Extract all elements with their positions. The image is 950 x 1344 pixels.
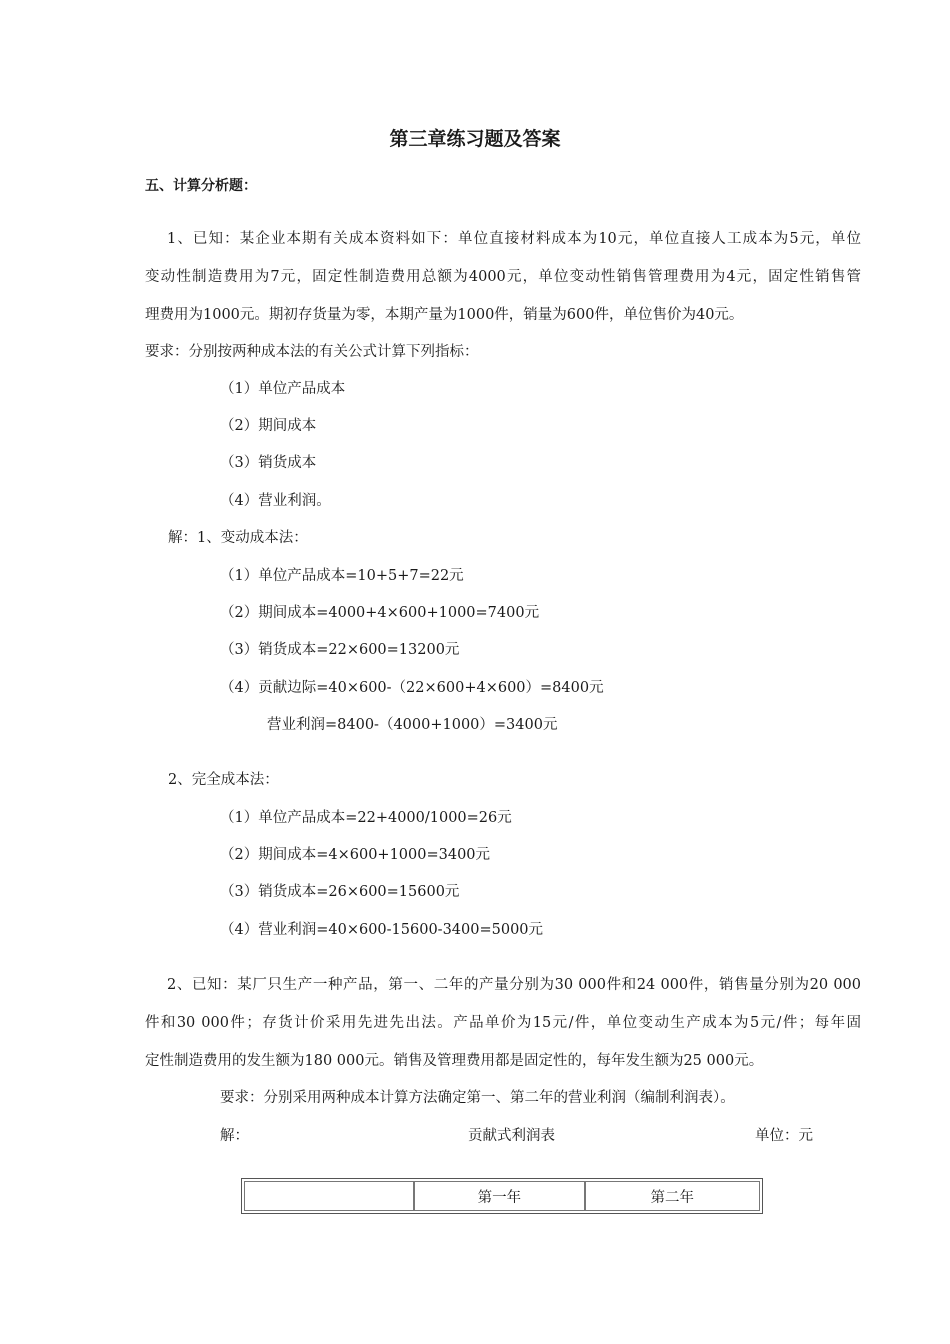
q2-solution-label: 解： [220,1128,249,1144]
table-header-row [244,1181,760,1211]
section-heading: 五、计算分析题： [145,178,257,194]
q1-line-1: 1、已知：某企业本期有关成本资料如下：单位直接材料成本为10元，单位直接人工成本为5元，单位 [167,231,861,247]
q1-item-4: （4）营业利润。 [220,493,331,509]
table-title: 贡献式利润表 [468,1128,555,1144]
page-title: 第三章练习题及答案 [389,128,561,150]
solution1-item-1: （1）单位产品成本=10+5+7=22元 [220,568,464,584]
q1-item-1: （1）单位产品成本 [220,381,346,397]
solution1-heading: 解：1、变动成本法： [168,530,308,546]
solution2-item-3: （3）销货成本=26×600=15600元 [220,884,460,900]
solution1-item-2: （2）期间成本=4000+4×600+1000=7400元 [220,605,540,621]
solution2-item-2: （2）期间成本=4×600+1000=3400元 [220,847,491,863]
q2-line-2: 件和30 000件；存货计价采用先进先出法。产品单价为15元/件，单位变动生产成本为5元/件；每年固 [145,1015,861,1031]
income-statement-table [241,1178,763,1214]
solution2-item-1: （1）单位产品成本=22+4000/1000=26元 [220,810,512,826]
q1-item-3: （3）销货成本 [220,455,317,471]
q1-item-2: （2）期间成本 [220,418,317,434]
table-header-blank [244,1181,414,1211]
solution1-item-3: （3）销货成本=22×600=13200元 [220,642,460,658]
solution1-operating-profit: 营业利润=8400-（4000+1000）=3400元 [267,717,558,733]
solution2-item-4: （4）营业利润=40×600-15600-3400=5000元 [220,922,544,938]
q2-line-3: 定性制造费用的发生额为180 000元。销售及管理费用都是固定性的，每年发生额为25 000元。 [145,1053,764,1069]
table-header-year-one: 第一年 [414,1181,584,1211]
q1-line-3: 理费用为1000元。期初存货量为零，本期产量为1000件，销量为600件，单位售价为40元。 [145,307,744,323]
unit-label: 单位：元 [755,1128,813,1144]
solution1-item-4: （4）贡献边际=40×600-（22×600+4×600）=8400元 [220,680,604,696]
q2-requirement: 要求：分别采用两种成本计算方法确定第一、第二年的营业利润（编制利润表）。 [220,1090,735,1106]
q1-line-2: 变动性制造费用为7元，固定性制造费用总额为4000元，单位变动性销售管理费用为4元，固定性销售管 [145,269,861,285]
q1-requirement: 要求：分别按两种成本法的有关公式计算下列指标： [145,344,479,360]
q2-line-1: 2、已知：某厂只生产一种产品，第一、二年的产量分别为30 000件和24 000件，销售量分别为20 000 [167,977,861,993]
solution2-heading: 2、完全成本法： [168,772,279,788]
table-header-year-two: 第二年 [585,1181,760,1211]
